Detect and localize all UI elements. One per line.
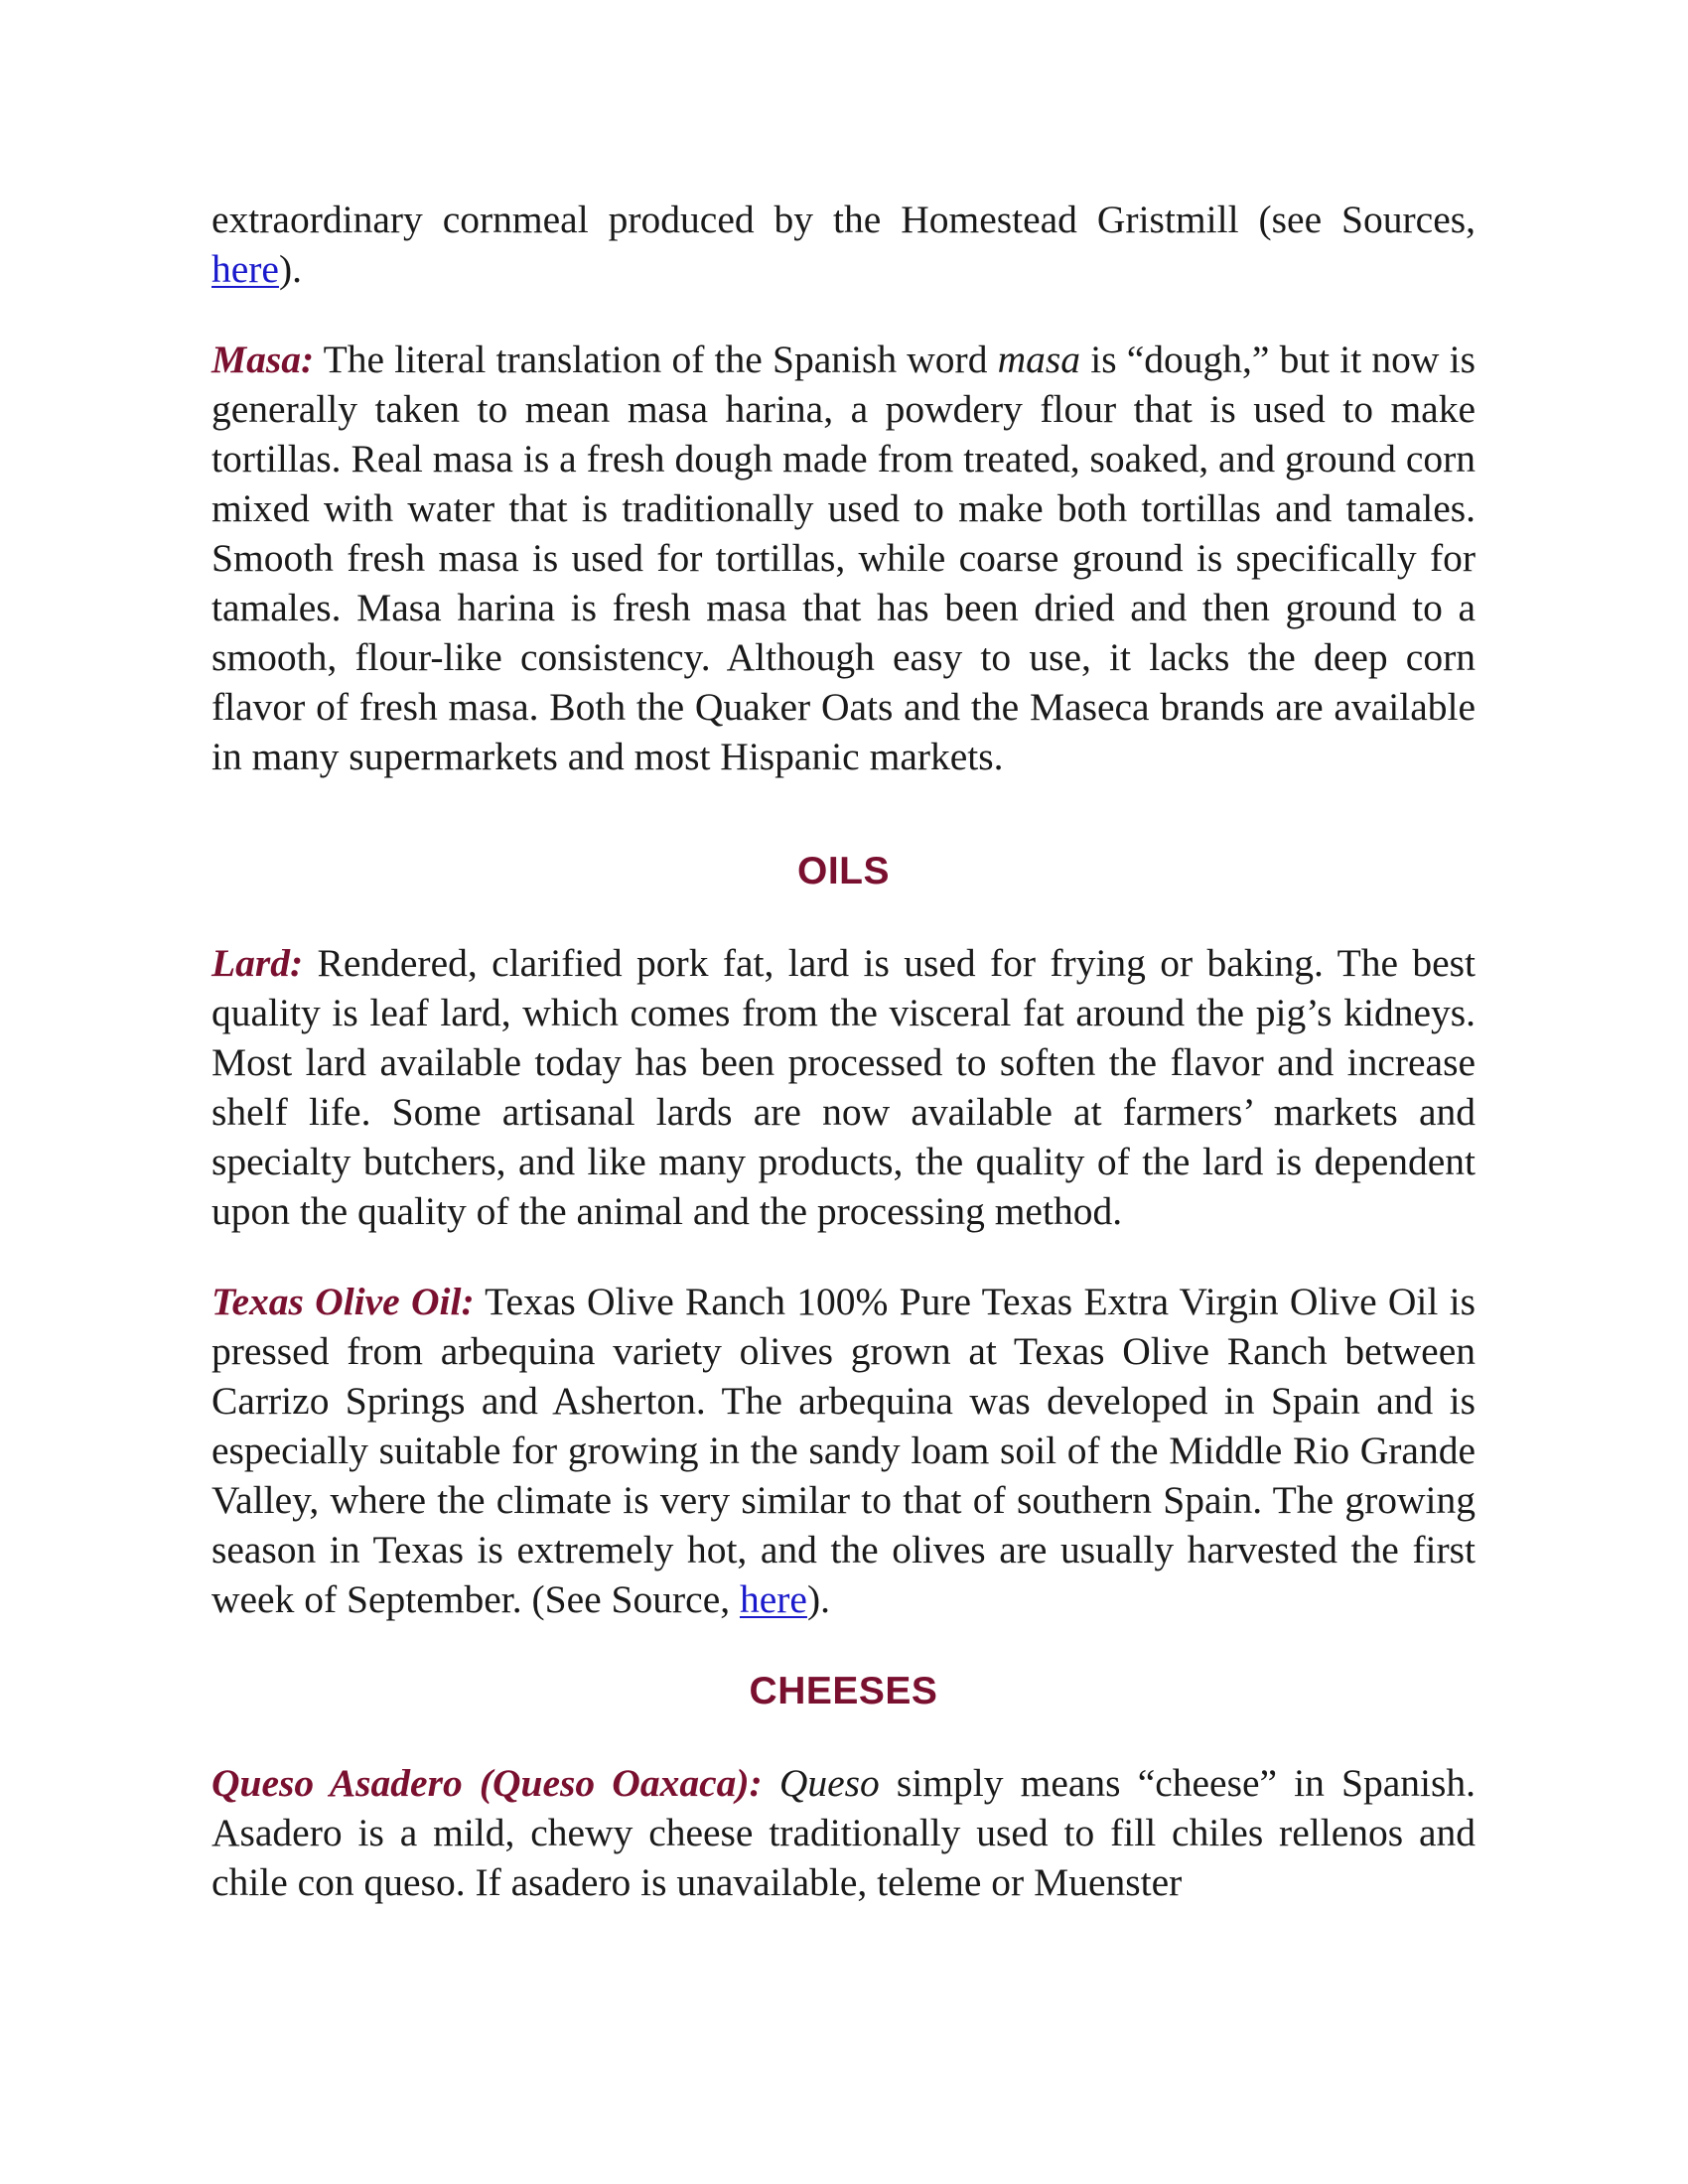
masa-paragraph — [211, 335, 1476, 781]
source-here-link[interactable]: here — [739, 1577, 807, 1621]
cornmeal-text: extraordinary cornmeal produced by the Homestead Gristmill (see Sources, — [211, 198, 1476, 241]
masa-text-1: The literal translation of the Spanish word — [314, 338, 998, 381]
sources-here-link[interactable]: here — [211, 247, 279, 291]
lard-text: Rendered, clarified pork fat, lard is used for frying or baking. The best quality is leaf lard, which comes from the visceral fat around the pig’s kidneys. Most lard available today has been processed to soften the flavor and increase shelf life. Some artisanal lards are now available at farmers’ markets and specialty butchers, and like many products, the quality of the lard is dependent upon the quality of the animal and the processing method. — [211, 941, 1476, 1233]
asadero-paragraph — [211, 1758, 1476, 1907]
page-content — [211, 195, 1476, 1907]
asadero-term: Queso Asadero (Queso Oaxaca): — [211, 1761, 763, 1805]
asadero-space — [763, 1761, 779, 1805]
cornmeal-tail: ). — [278, 247, 302, 291]
masa-text-2: is “dough,” but it now is generally taken to mean masa harina, a powdery flour that is used to make tortillas. Real masa is a fresh dough made from treated, soaked, and ground corn mixed with water that is traditionally used to make both tortillas and tamales. Smooth fresh masa is used for tortillas, while coarse ground is specifically for tamales. Masa harina is fresh masa that has been dried and then ground to a smooth, flour-like consistency. Although easy to use, it lacks the deep corn flavor of fresh masa. Both the Quaker Oats and the Maseca brands are available in many supermarkets and most Hispanic markets. — [211, 338, 1476, 778]
masa-italic-word: masa — [997, 338, 1081, 381]
asadero-text: simply means “cheese” in Spanish. Asadero is a mild, chewy cheese traditionally used to fill chiles rellenos and chile con queso. If asadero is unavailable, teleme or Muenster — [211, 1761, 1477, 1904]
asadero-italic-word: Queso — [778, 1761, 880, 1805]
masa-term: Masa: — [211, 338, 315, 381]
lard-term: Lard: — [211, 941, 304, 985]
cornmeal-paragraph — [211, 195, 1476, 294]
lard-paragraph — [211, 938, 1476, 1236]
olive-oil-tail: ). — [806, 1577, 830, 1621]
olive-oil-text: Texas Olive Ranch 100% Pure Texas Extra Virgin Olive Oil is pressed from arbequina variety olives grown at Texas Olive Ranch between Carrizo Springs and Asherton. The arbequina was developed in Spain and is especially suitable for growing in the sandy loam soil of the Middle Rio Grande Valley, where the climate is very similar to that of southern Spain. The growing season in Texas is extremely hot, and the olives are usually harvested the first week of September. (See Source, — [211, 1280, 1476, 1621]
cheeses-heading: CHEESES — [749, 1670, 938, 1712]
olive-oil-paragraph — [211, 1277, 1476, 1624]
oils-heading: OILS — [796, 850, 890, 892]
olive-oil-term: Texas Olive Oil: — [211, 1280, 475, 1323]
